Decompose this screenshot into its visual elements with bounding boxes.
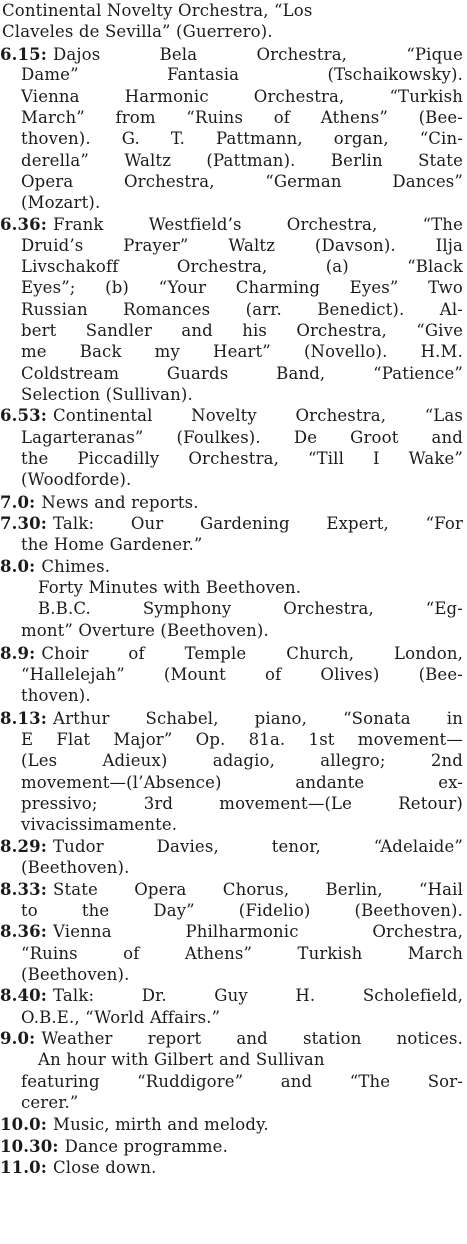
programme-time: 8.40:: [0, 986, 48, 1005]
programme-entry: [0, 643, 467, 664]
programme-line: [0, 750, 467, 771]
programme-text: Weather report and station notices.: [41, 1029, 463, 1048]
programme-text: movement—(l’Absence) andante ex-: [21, 773, 463, 792]
programme-time: 6.36:: [0, 215, 48, 234]
programme-text: Music, mirth and melody.: [53, 1115, 269, 1134]
programme-line: [0, 128, 467, 149]
programme-entry: [0, 405, 467, 426]
programme-line: [0, 1071, 467, 1092]
programme-entry: [0, 1114, 467, 1135]
programme-line: [0, 620, 467, 641]
programme-text: cerer.”: [21, 1093, 79, 1112]
programme-text: Livschakoff Orchestra, (a) “Black: [21, 257, 463, 276]
programme-line: [0, 171, 467, 192]
programme-text: “Hallelejah” (Mount of Olives) (Bee-: [21, 665, 463, 684]
programme-text: Tudor Davies, tenor, “Adelaide”: [53, 837, 463, 856]
programme-text: the Home Gardener.”: [21, 535, 203, 554]
programme-line: [0, 943, 467, 964]
programme-text: An hour with Gilbert and Sullivan: [38, 1050, 325, 1069]
programme-time: 9.0:: [0, 1029, 36, 1048]
programme-text: Forty Minutes with Beethoven.: [38, 578, 302, 597]
programme-entry: [0, 1028, 467, 1049]
programme-text: the Piccadilly Orchestra, “Till I Wake”: [21, 449, 463, 468]
programme-text: Russian Romances (arr. Benedict). Al-: [21, 300, 463, 319]
programme-line: [0, 448, 467, 469]
programme-line: [0, 664, 467, 685]
programme-line: [0, 1049, 467, 1070]
programme-text: thoven). G. T. Pattmann, organ, “Cin-: [21, 129, 463, 148]
programme-text: (Beethoven).: [21, 858, 130, 877]
programme-text: vivacissimamente.: [21, 815, 178, 834]
programme-entry: [0, 513, 467, 534]
programme-line: [0, 150, 467, 171]
programme-text: Talk: Our Gardening Expert, “For: [53, 514, 463, 533]
programme-line: [0, 1092, 467, 1113]
programme-line: [0, 64, 467, 85]
programme-text: mont” Overture (Beethoven).: [21, 621, 269, 640]
programme-line: [0, 0, 467, 21]
programme-text: March” from “Ruins of Athens” (Bee-: [21, 108, 463, 127]
programme-time: 6.53:: [0, 406, 48, 425]
programme-time: 10.0:: [0, 1115, 48, 1134]
programme-time: 7.0:: [0, 493, 36, 512]
programme-text: Talk: Dr. Guy H. Scholefield,: [53, 986, 463, 1005]
programme-text: Choir of Temple Church, London,: [41, 644, 463, 663]
programme-line: [0, 729, 467, 750]
programme-line: [0, 964, 467, 985]
programme-text: “Ruins of Athens” Turkish March: [21, 944, 463, 963]
programme-entry: [0, 708, 467, 729]
programme-text: Dajos Bela Orchestra, “Pique: [53, 45, 463, 64]
programme-entry: [0, 836, 467, 857]
programme-text: me Back my Heart” (Novello). H.M.: [21, 342, 463, 361]
programme-line: [0, 256, 467, 277]
programme-text: (Woodforde).: [21, 470, 132, 489]
programme-line: [0, 772, 467, 793]
programme-time: 8.0:: [0, 557, 36, 576]
programme-entry: [0, 492, 467, 513]
programme-line: [0, 814, 467, 835]
programme-text: Dame” Fantasia (Tschaikowsky).: [21, 65, 463, 84]
programme-time: 8.36:: [0, 922, 48, 941]
programme-text: Lagarteranas” (Foulkes). De Groot and: [21, 428, 463, 447]
programme-text: Vienna Harmonic Orchestra, “Turkish: [21, 87, 463, 106]
programme-line: [0, 577, 467, 598]
programme-line: [0, 320, 467, 341]
programme-line: [0, 192, 467, 213]
programme-text: Dance programme.: [64, 1137, 228, 1156]
programme-entry: [0, 44, 467, 65]
programme-text: (Mozart).: [21, 193, 101, 212]
programme-line: [0, 21, 467, 42]
programme-line: [0, 598, 467, 619]
programme-text: Arthur Schabel, piano, “Sonata in: [53, 709, 463, 728]
programme-time: 8.13:: [0, 709, 48, 728]
programme-text: (Beethoven).: [21, 965, 130, 984]
programme-text: B.B.C. Symphony Orchestra, “Eg-: [38, 599, 463, 618]
programme-entry: [0, 985, 467, 1006]
programme-text: O.B.E., “World Affairs.”: [21, 1008, 221, 1027]
programme-entry: [0, 214, 467, 235]
programme-line: [0, 793, 467, 814]
programme-line: [0, 900, 467, 921]
programme-time: 10.30:: [0, 1137, 59, 1156]
programme-line: [0, 299, 467, 320]
programme-text: Close down.: [53, 1158, 157, 1177]
programme-line: [0, 363, 467, 384]
programme-text: Druid’s Prayer” Waltz (Davson). Ilja: [21, 236, 463, 255]
programme-text: Selection (Sullivan).: [21, 385, 193, 404]
programme-text: Frank Westfield’s Orchestra, “The: [53, 215, 463, 234]
programme-time: 7.30:: [0, 514, 48, 533]
programme-text: (Les Adieux) adagio, allegro; 2nd: [21, 751, 463, 770]
programme-line: [0, 857, 467, 878]
programme-text: thoven).: [21, 686, 91, 705]
programme-text: Coldstream Guards Band, “Patience”: [21, 364, 463, 383]
programme-text: Eyes”; (b) “Your Charming Eyes” Two: [21, 278, 463, 297]
programme-entry: [0, 879, 467, 900]
programme-entry: [0, 1157, 467, 1178]
programme-text: Chimes.: [41, 557, 111, 576]
programme-text: pressivo; 3rd movement—(Le Retour): [21, 794, 463, 813]
programme-line: [0, 277, 467, 298]
programme-time: 6.15:: [0, 45, 48, 64]
programme-time: 11.0:: [0, 1158, 48, 1177]
programme-time: 8.33:: [0, 880, 48, 899]
programme-time: 8.9:: [0, 644, 36, 663]
programme-entry: [0, 556, 467, 577]
programme-text: E Flat Major” Op. 81a. 1st movement—: [21, 730, 463, 749]
programme-text: derella” Waltz (Pattman). Berlin State: [21, 151, 463, 170]
programme-text: State Opera Chorus, Berlin, “Hail: [53, 880, 463, 899]
programme-text: Vienna Philharmonic Orchestra,: [53, 922, 463, 941]
programme-line: [0, 685, 467, 706]
programme-line: [0, 341, 467, 362]
programme-line: [0, 86, 467, 107]
programme-entry: [0, 921, 467, 942]
programme-text: bert Sandler and his Orchestra, “Give: [21, 321, 463, 340]
programme-text: Continental Novelty Orchestra, “Las: [53, 406, 463, 425]
programme-text: Continental Novelty Orchestra, “Los: [2, 1, 313, 20]
programme-line: [0, 469, 467, 490]
programme-time: 8.29:: [0, 837, 48, 856]
programme-text: Claveles de Sevilla” (Guerrero).: [2, 22, 273, 41]
programme-text: News and reports.: [41, 493, 199, 512]
programme-line: [0, 107, 467, 128]
programme-line: [0, 384, 467, 405]
programme-line: [0, 1007, 467, 1028]
programme-text: to the Day” (Fidelio) (Beethoven).: [21, 901, 463, 920]
programme-line: [0, 534, 467, 555]
programme-line: [0, 427, 467, 448]
programme-entry: [0, 1136, 467, 1157]
programme-line: [0, 235, 467, 256]
programme-text: Opera Orchestra, “German Dances”: [21, 172, 463, 191]
programme-text: featuring “Ruddigore” and “The Sor-: [21, 1072, 463, 1091]
